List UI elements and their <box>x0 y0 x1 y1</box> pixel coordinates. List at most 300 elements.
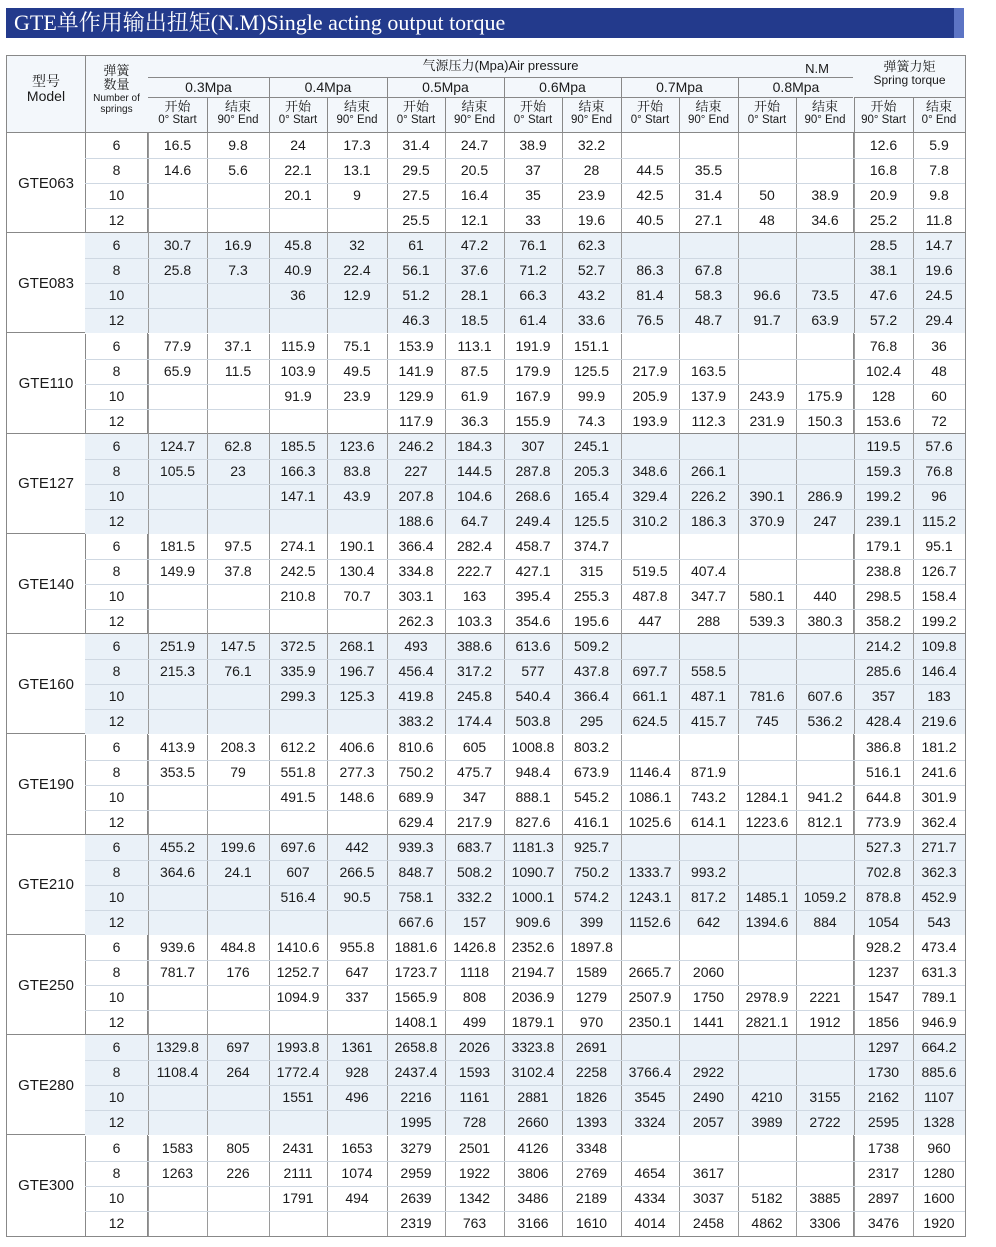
torque-cell: 125.5 <box>573 512 610 529</box>
column-divider <box>854 509 855 534</box>
torque-cell: 516.4 <box>280 888 316 905</box>
column-divider <box>562 860 563 885</box>
column-divider <box>913 1186 914 1211</box>
column-divider <box>207 233 208 258</box>
column-divider <box>148 1060 149 1085</box>
subheader-cn: 开始 <box>402 99 429 114</box>
column-divider <box>207 359 208 384</box>
column-divider <box>504 158 505 183</box>
torque-cell: 1922 <box>458 1164 491 1181</box>
column-divider <box>679 308 680 333</box>
torque-cell: 144.5 <box>456 462 493 479</box>
column-divider <box>738 659 739 684</box>
torque-cell <box>796 158 854 183</box>
torque-cell <box>738 359 796 384</box>
row-divider <box>85 584 965 585</box>
column-divider <box>679 183 680 208</box>
torque-cell <box>148 308 207 333</box>
torque-cell: 14.6 <box>163 162 192 178</box>
torque-cell <box>207 208 269 233</box>
table-row <box>85 785 965 810</box>
model-name: GTE190 <box>18 776 74 794</box>
torque-cell: 40.9 <box>284 262 312 279</box>
torque-cell <box>679 935 738 960</box>
torque-cell: 1237 <box>867 964 900 981</box>
torque-cell: 115.9 <box>281 337 315 354</box>
column-divider <box>445 910 446 935</box>
torque-cell: 16.9 <box>224 237 252 254</box>
header-divider <box>562 97 563 133</box>
column-divider <box>207 208 208 233</box>
column-divider <box>738 208 739 233</box>
torque-cell <box>207 910 269 935</box>
torque-cell: 337 <box>345 989 369 1006</box>
column-divider <box>738 1136 739 1161</box>
table-row <box>85 1035 965 1060</box>
torque-cell: 20.5 <box>460 162 489 178</box>
column-divider <box>207 133 208 158</box>
torque-cell <box>207 709 269 734</box>
column-divider <box>327 985 328 1010</box>
table-row <box>85 258 965 283</box>
column-divider <box>679 1035 680 1060</box>
column-divider <box>621 233 622 258</box>
column-divider <box>387 283 388 308</box>
column-divider <box>621 785 622 810</box>
torque-cell: 126.7 <box>921 563 957 580</box>
column-divider <box>504 1186 505 1211</box>
torque-cell <box>738 1161 796 1186</box>
torque-cell: 574.2 <box>573 888 610 905</box>
torque-cell: 358.2 <box>865 613 902 630</box>
spring-count-cell: 8 <box>112 162 121 178</box>
row-divider <box>85 409 965 410</box>
table-row <box>85 359 965 384</box>
torque-cell: 888.1 <box>515 788 551 805</box>
column-divider <box>387 509 388 534</box>
column-divider <box>327 359 328 384</box>
column-divider <box>387 609 388 634</box>
torque-cell: 51.2 <box>402 287 430 304</box>
column-divider <box>504 434 505 459</box>
torque-cell <box>207 283 269 308</box>
torque-cell <box>327 709 387 734</box>
column-divider <box>269 1060 270 1085</box>
torque-cell <box>738 258 796 283</box>
torque-cell <box>269 1110 327 1135</box>
table-row <box>85 885 965 910</box>
column-divider <box>387 484 388 509</box>
torque-cell: 1856 <box>867 1014 900 1031</box>
column-divider <box>207 1060 208 1085</box>
column-divider <box>679 1010 680 1035</box>
torque-cell: 2691 <box>575 1039 608 1056</box>
torque-cell: 183 <box>927 688 951 705</box>
column-divider <box>679 1211 680 1236</box>
torque-cell: 65.9 <box>163 362 192 379</box>
column-divider <box>504 534 505 559</box>
torque-cell: 199.6 <box>220 838 256 855</box>
column-divider <box>679 208 680 233</box>
torque-cell: 2639 <box>400 1189 432 1206</box>
header-divider <box>148 97 853 98</box>
column-divider <box>327 935 328 960</box>
column-divider <box>327 384 328 409</box>
torque-cell: 348.6 <box>632 462 668 479</box>
column-divider <box>504 1035 505 1060</box>
torque-cell: 1408.1 <box>394 1014 438 1031</box>
torque-cell <box>738 760 796 785</box>
column-divider <box>504 1136 505 1161</box>
column-divider <box>913 534 914 559</box>
torque-cell: 494 <box>345 1189 369 1206</box>
row-divider <box>85 684 965 685</box>
torque-cell: 16.4 <box>460 187 489 203</box>
column-divider <box>445 359 446 384</box>
column-divider <box>207 910 208 935</box>
column-divider <box>387 1161 388 1186</box>
torque-cell: 32 <box>349 237 365 254</box>
torque-cell: 614.1 <box>690 813 727 830</box>
torque-cell: 11.5 <box>224 362 252 379</box>
torque-cell <box>621 233 679 258</box>
column-divider <box>796 158 797 183</box>
torque-cell: 2658.8 <box>394 1039 438 1056</box>
torque-cell: 179.9 <box>515 362 551 379</box>
column-divider <box>387 133 388 158</box>
torque-cell <box>207 484 269 509</box>
springs-header <box>86 64 147 115</box>
torque-cell <box>269 308 327 333</box>
torque-cell: 190.1 <box>339 538 375 555</box>
torque-cell: 884 <box>813 913 837 930</box>
column-divider <box>679 1186 680 1211</box>
column-divider <box>327 559 328 584</box>
torque-cell: 1723.7 <box>394 964 438 981</box>
column-divider <box>327 208 328 233</box>
column-divider <box>796 735 797 760</box>
table-row <box>85 409 965 434</box>
torque-cell: 207.8 <box>398 487 434 504</box>
column-divider <box>621 609 622 634</box>
column-divider <box>387 810 388 835</box>
column-divider <box>445 659 446 684</box>
column-divider <box>387 985 388 1010</box>
torque-cell: 1879.1 <box>511 1014 555 1031</box>
torque-cell: 37.6 <box>460 262 489 279</box>
column-divider <box>738 684 739 709</box>
torque-cell: 185.5 <box>280 437 316 454</box>
column-divider <box>562 785 563 810</box>
torque-cell: 141.9 <box>398 362 434 379</box>
torque-cell <box>796 860 854 885</box>
torque-cell: 607.6 <box>807 688 843 705</box>
column-divider <box>269 1161 270 1186</box>
start-header <box>854 100 913 127</box>
column-divider <box>504 1161 505 1186</box>
column-divider <box>387 534 388 559</box>
springs-header-cn1: 弹簧 <box>103 63 130 78</box>
model-group <box>7 534 965 634</box>
column-divider <box>621 409 622 434</box>
row-divider <box>85 559 965 560</box>
torque-cell: 31.4 <box>694 187 723 203</box>
row-divider <box>85 258 965 259</box>
column-divider <box>679 484 680 509</box>
torque-cell: 117.9 <box>399 412 433 429</box>
row-divider <box>85 1186 965 1187</box>
torque-cell: 22.1 <box>284 162 312 178</box>
column-divider <box>621 709 622 734</box>
torque-cell: 1653 <box>341 1139 373 1156</box>
column-divider <box>621 960 622 985</box>
column-divider <box>854 334 855 359</box>
torque-cell: 2897 <box>867 1189 900 1206</box>
torque-cell: 215.3 <box>159 663 196 680</box>
torque-cell <box>796 258 854 283</box>
column-divider <box>269 1136 270 1161</box>
table-row <box>85 384 965 409</box>
torque-cell: 16.8 <box>869 162 898 178</box>
torque-cell: 750.2 <box>398 763 434 780</box>
torque-cell: 1393 <box>575 1114 608 1131</box>
row-divider <box>85 860 965 861</box>
column-divider <box>796 810 797 835</box>
column-divider <box>148 935 149 960</box>
column-divider <box>387 158 388 183</box>
column-divider <box>148 1035 149 1060</box>
torque-cell <box>148 509 207 534</box>
torque-cell: 149.9 <box>159 563 196 580</box>
column-divider <box>387 233 388 258</box>
torque-cell: 810.6 <box>398 738 434 755</box>
model-group <box>7 1136 965 1236</box>
torque-cell: 607 <box>286 863 310 880</box>
column-divider <box>327 183 328 208</box>
torque-cell: 428.4 <box>865 713 902 730</box>
torque-cell <box>738 935 796 960</box>
torque-cell: 38.9 <box>811 187 839 203</box>
column-divider <box>738 985 739 1010</box>
torque-cell: 153.6 <box>865 412 902 429</box>
torque-cell: 3102.4 <box>511 1064 555 1081</box>
torque-cell: 1161 <box>459 1089 490 1106</box>
torque-cell: 23.9 <box>343 387 371 404</box>
column-divider <box>445 960 446 985</box>
torque-cell: 2162 <box>867 1089 900 1106</box>
torque-cell <box>148 484 207 509</box>
model-group <box>7 334 965 434</box>
column-divider <box>738 935 739 960</box>
column-divider <box>269 183 270 208</box>
torque-cell: 3486 <box>517 1189 549 1206</box>
torque-cell: 28.5 <box>869 237 898 254</box>
torque-cell <box>679 534 738 559</box>
column-divider <box>148 133 149 158</box>
torque-cell: 76.1 <box>519 237 547 254</box>
torque-cell <box>148 1211 207 1236</box>
column-divider <box>562 760 563 785</box>
column-divider <box>913 158 914 183</box>
torque-cell: 697.7 <box>632 663 668 680</box>
column-divider <box>679 785 680 810</box>
torque-cell: 1025.6 <box>628 813 672 830</box>
column-divider <box>327 609 328 634</box>
column-divider <box>738 1186 739 1211</box>
column-divider <box>148 208 149 233</box>
torque-cell: 689.9 <box>398 788 434 805</box>
torque-cell: 130.4 <box>339 563 375 580</box>
torque-cell: 91.9 <box>284 387 312 404</box>
column-divider <box>269 1035 270 1060</box>
spring-count-cell: 12 <box>108 813 125 830</box>
end-header <box>679 100 738 127</box>
torque-cell: 48 <box>759 212 775 228</box>
model-group <box>7 434 965 534</box>
column-divider <box>269 1085 270 1110</box>
column-divider <box>445 1211 446 1236</box>
torque-cell: 354.6 <box>515 613 551 630</box>
column-divider <box>913 1136 914 1161</box>
row-divider <box>85 659 965 660</box>
column-divider <box>562 1060 563 1085</box>
model-header <box>7 74 85 105</box>
subheader-cn: 结束 <box>224 99 251 114</box>
column-divider <box>621 1136 622 1161</box>
torque-cell: 91.7 <box>753 312 781 329</box>
column-divider <box>387 684 388 709</box>
column-divider <box>621 158 622 183</box>
column-divider <box>504 1211 505 1236</box>
column-divider <box>562 283 563 308</box>
torque-cell <box>621 434 679 459</box>
spring-count-cell: 12 <box>108 1014 125 1031</box>
torque-cell: 36.3 <box>460 412 489 429</box>
column-divider <box>913 985 914 1010</box>
column-divider <box>913 960 914 985</box>
torque-cell: 781.7 <box>159 964 196 981</box>
column-divider <box>504 484 505 509</box>
column-divider <box>445 885 446 910</box>
torque-cell: 2769 <box>575 1164 608 1181</box>
torque-cell <box>327 1211 387 1236</box>
torque-cell: 247 <box>813 512 837 529</box>
torque-cell: 509.2 <box>573 638 610 655</box>
torque-cell <box>148 1085 207 1110</box>
column-divider <box>387 359 388 384</box>
column-divider <box>854 835 855 860</box>
column-divider <box>445 1161 446 1186</box>
column-divider <box>148 735 149 760</box>
row-divider <box>85 158 965 159</box>
torque-cell <box>327 509 387 534</box>
column-divider <box>562 1035 563 1060</box>
model-name: GTE300 <box>18 1177 74 1195</box>
column-divider <box>621 384 622 409</box>
column-divider <box>562 1136 563 1161</box>
model-group <box>7 835 965 935</box>
torque-cell: 642 <box>696 913 721 930</box>
torque-cell: 3766.4 <box>628 1064 672 1081</box>
spring-torque-header-cn: 弹簧力矩 <box>883 59 936 74</box>
torque-cell: 25.2 <box>869 212 898 228</box>
torque-cell: 1551 <box>282 1089 314 1106</box>
torque-cell: 2060 <box>692 964 725 981</box>
torque-cell: 239.1 <box>865 512 902 529</box>
column-divider <box>445 1060 446 1085</box>
torque-cell: 1107 <box>923 1089 955 1106</box>
column-divider <box>445 760 446 785</box>
column-divider <box>504 509 505 534</box>
column-divider <box>269 158 270 183</box>
header-divider <box>796 97 797 133</box>
column-divider <box>738 283 739 308</box>
column-divider <box>387 960 388 985</box>
column-divider <box>269 1010 270 1035</box>
torque-cell: 2317 <box>867 1164 900 1181</box>
torque-cell: 175.9 <box>807 387 843 404</box>
column-divider <box>738 334 739 359</box>
column-divider <box>562 459 563 484</box>
torque-cell: 295 <box>579 713 604 730</box>
torque-cell: 76.5 <box>636 312 664 329</box>
spring-count-cell: 8 <box>112 964 121 981</box>
column-divider <box>738 1010 739 1035</box>
torque-cell: 789.1 <box>921 989 957 1006</box>
torque-cell: 24.7 <box>460 137 489 153</box>
column-divider <box>327 760 328 785</box>
column-divider <box>738 158 739 183</box>
column-divider <box>148 308 149 333</box>
torque-cell: 970 <box>579 1014 604 1031</box>
column-divider <box>679 509 680 534</box>
torque-cell <box>621 735 679 760</box>
torque-cell <box>796 434 854 459</box>
torque-cell <box>269 709 327 734</box>
torque-cell: 1738 <box>867 1139 900 1156</box>
torque-cell: 773.9 <box>865 813 902 830</box>
torque-cell: 407.4 <box>690 563 727 580</box>
torque-cell: 210.8 <box>280 588 316 605</box>
torque-cell: 19.6 <box>925 262 953 279</box>
column-divider <box>504 258 505 283</box>
column-divider <box>148 459 149 484</box>
column-divider <box>913 1085 914 1110</box>
table-row <box>85 659 965 684</box>
column-divider <box>854 183 855 208</box>
start-header <box>387 100 445 127</box>
column-divider <box>796 860 797 885</box>
torque-cell: 298.5 <box>865 588 902 605</box>
column-divider <box>148 810 149 835</box>
torque-cell: 1772.4 <box>276 1064 320 1081</box>
column-divider <box>621 283 622 308</box>
column-divider <box>854 609 855 634</box>
model-name: GTE063 <box>18 174 74 192</box>
column-divider <box>327 709 328 734</box>
column-divider <box>621 885 622 910</box>
column-divider <box>913 609 914 634</box>
torque-cell: 286.9 <box>807 487 843 504</box>
column-divider <box>269 559 270 584</box>
column-divider <box>445 509 446 534</box>
column-divider <box>327 1161 328 1186</box>
torque-cell <box>796 735 854 760</box>
column-divider <box>207 459 208 484</box>
column-divider <box>738 1035 739 1060</box>
torque-cell: 540.4 <box>515 688 551 705</box>
torque-cell: 545.2 <box>573 788 610 805</box>
